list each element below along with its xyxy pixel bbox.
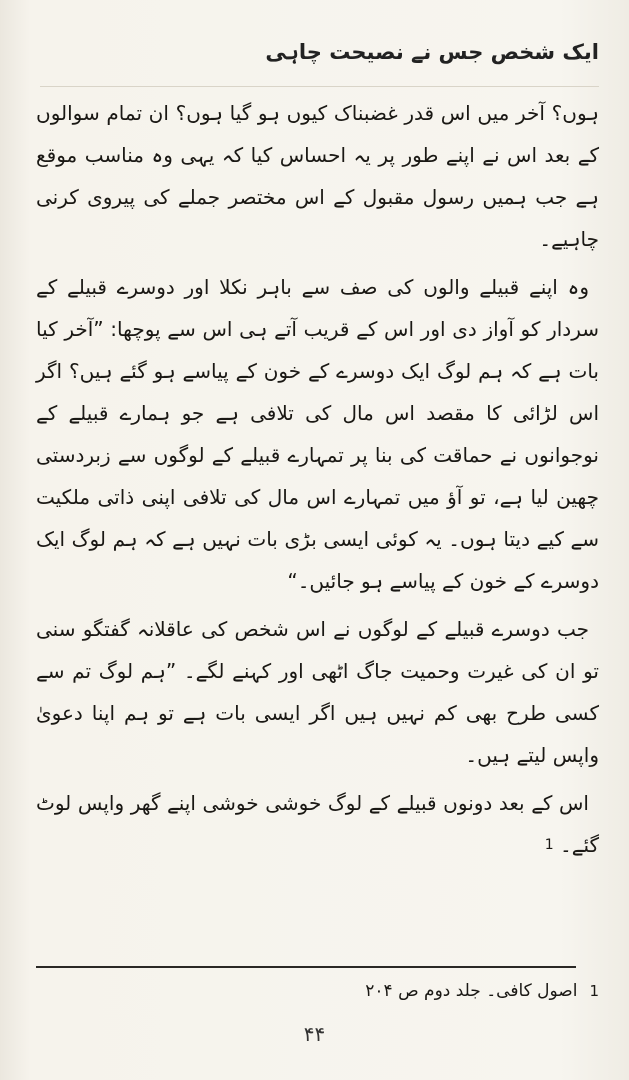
header-rule	[40, 86, 599, 87]
page-number: ۴۴	[303, 1022, 326, 1046]
running-title: ایک شخص جس نے نصیحت چاہی	[265, 40, 599, 64]
body-text	[36, 92, 599, 872]
paragraph: وہ اپنے قبیلے والوں کی صف سے باہر نکلا اور دوسرے قبیلے کے سردار کو آواز دی اور اس کے قریب آتے ہی اس سے پوچھا: ”آخر کیا بات ہے کہ ہم لوگ ایک دوسرے کے خون کے پیاسے ہو گئے ہیں؟ اگر اس لڑائی کا مقصد اس مال کی تلافی ہے جو ہمارے قبیلے کے نوجوانوں نے حماقت کی بنا پر تمہارے قبیلے کے لوگوں سے زبردستی چھین لیا ہے، تو آؤ میں تمہارے اس مال کی تلافی اپنی ذاتی ملکیت سے کیے دیتا ہوں۔ یہ کوئی ایسی بڑی بات نہیں ہے کہ ہم لوگ ایک دوسرے کے خون کے پیاسے ہو جائیں۔“	[36, 275, 599, 593]
paragraph	[36, 782, 599, 866]
footnote-marker: 1	[589, 982, 599, 1000]
footnote-reference[interactable]: 1	[544, 837, 554, 853]
footnote	[365, 980, 599, 1001]
footnote-text: اصول کافی۔ جلد دوم ص ۲۰۴	[365, 981, 578, 1001]
paragraph: ہوں؟ آخر میں اس قدر غضبناک کیوں ہو گیا ہوں؟ ان تمام سوالوں کے بعد اس نے اپنے طور پر یہ احساس کیا کہ یہی وہ مناسب موقع ہے جب ہمیں رسول مقبول کے اس مختصر جملے کی پیروی کرنی چاہیے۔	[36, 101, 599, 251]
paragraph-text: اس کے بعد دونوں قبیلے کے لوگ خوشی خوشی اپنے گھر واپس لوٹ گئے۔	[36, 791, 599, 857]
paragraph: جب دوسرے قبیلے کے لوگوں نے اس شخص کی عاقلانہ گفتگو سنی تو ان کی غیرت وحمیت جاگ اٹھی اور کہنے لگے۔ ”ہم لوگ تم سے کسی طرح بھی کم نہیں ہیں اگر ایسی بات ہے تو ہم اپنا دعویٰ واپس لیتے ہیں۔	[36, 617, 599, 767]
page-header	[0, 18, 629, 78]
footnote-rule	[36, 966, 576, 968]
